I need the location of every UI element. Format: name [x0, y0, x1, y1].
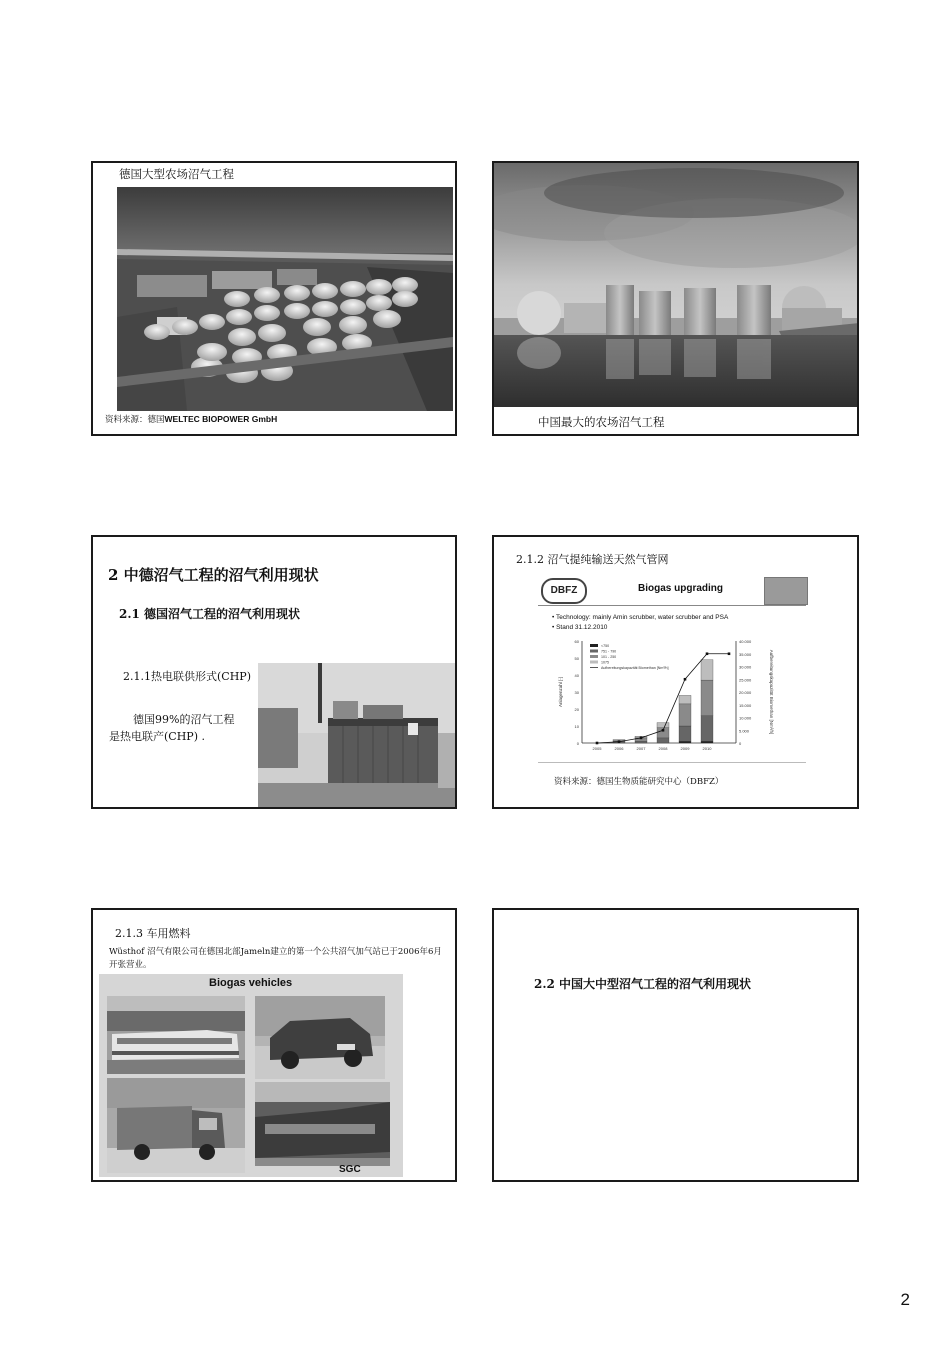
slide-caption: 中国最大的农场沼气工程 — [538, 415, 665, 429]
y-tick-label-right: 0 — [739, 741, 742, 746]
y-tick-label-left: 50 — [574, 656, 579, 661]
bar-segment — [701, 716, 713, 742]
item-heading: 2.1.1热电联供形式(CHP) — [123, 670, 251, 683]
chart-source: 资料来源：德国生物质能研究中心（DBFZ） — [554, 777, 724, 787]
bullet-item: • Stand 31.12.2010 — [552, 624, 608, 631]
train-photo — [107, 996, 245, 1074]
slide-text: Wüsthof 沼气有限公司在德国北部Jameln建立的第一个公共沼气加气站已于2006年6月开张营业。 — [109, 947, 442, 970]
bar-segment — [679, 726, 691, 741]
capacity-point — [706, 652, 709, 655]
legend-label: 751 - 790 — [601, 649, 617, 654]
bar-segment — [679, 741, 691, 743]
legend-swatch — [590, 655, 598, 658]
slide-caption: 德国大型农场沼气工程 — [119, 167, 234, 181]
legend-label: 1075 — [601, 660, 609, 665]
y-tick-label-right: 30.000 — [739, 664, 752, 670]
source-prefix: 资料来源：德国 — [105, 415, 165, 425]
bar-segment — [635, 741, 647, 743]
x-tick-label: 2005 — [592, 746, 602, 751]
source-note — [105, 413, 277, 425]
slide-6 — [492, 908, 859, 1182]
slide-1 — [91, 161, 457, 436]
divider — [538, 605, 806, 606]
legend-label: Aufbereitungskapazität Biomethan [Nm³/h] — [601, 666, 669, 670]
y-tick-label-left: 60 — [574, 639, 579, 644]
slide-title: 2 中德沼气工程的沼气利用现状 — [108, 566, 319, 584]
y-tick-label-right: 25.000 — [739, 677, 752, 683]
garbage-truck-photo — [107, 1078, 245, 1173]
sgc-logo: SGC — [339, 1164, 361, 1175]
y-tick-label-left: 10 — [574, 724, 579, 729]
bar-segment — [679, 695, 691, 704]
y-axis-label-right: Aufbereitungskapazität Biomethan [Nm³/h] — [769, 649, 774, 735]
capacity-point — [640, 737, 643, 740]
capacity-point — [596, 742, 599, 745]
china-biogas-plant-photo — [494, 163, 859, 407]
x-tick-label: 2010 — [702, 746, 712, 751]
bar-segment — [701, 741, 713, 743]
y-tick-label-right: 40.000 — [739, 639, 752, 644]
y-tick-label-right: 5.000 — [739, 728, 750, 734]
item-text-line-2: 是热电联产(CHP) . — [109, 730, 205, 743]
item-text-line-1: 德国99%的沼气工程 — [133, 713, 235, 726]
dbfz-logo: DBFZ — [541, 578, 587, 604]
y-tick-label-right: 35.000 — [739, 651, 752, 657]
slide-caption: 2.1.2 沼气提纯输送天然气管网 — [516, 553, 669, 566]
slide-5 — [91, 908, 457, 1182]
buses-photo — [255, 1082, 390, 1166]
car-photo — [255, 996, 385, 1079]
bar-segment — [657, 738, 669, 743]
bar-segment — [701, 660, 713, 680]
source-company: WELTEC BIOPOWER GmbH — [164, 414, 278, 424]
slide-4 — [492, 535, 859, 809]
biogas-upgrading-chart — [552, 635, 782, 755]
bullet-item: • Technology: mainly Amin scrubber, water scrubber and PSA — [552, 614, 729, 621]
capacity-point — [662, 729, 665, 732]
y-tick-label-right: 10.000 — [739, 715, 752, 721]
y-tick-label-left: 0 — [576, 741, 579, 746]
legend-swatch — [590, 661, 598, 664]
page-number: 2 — [900, 1290, 910, 1309]
chart-inner-title: Biogas upgrading — [638, 583, 723, 594]
legend-swatch — [590, 650, 598, 653]
footer-divider — [538, 762, 806, 763]
y-tick-label-left: 40 — [574, 673, 579, 678]
x-tick-label: 2006 — [614, 746, 624, 751]
bar-segment — [657, 723, 669, 728]
aerial-biogas-plant-photo — [117, 187, 453, 411]
legend-label: 101 - 250 — [601, 655, 617, 659]
slide-2 — [492, 161, 859, 436]
y-axis-label: Anlagenzahl [-] — [558, 676, 563, 708]
bar-segment — [701, 680, 713, 716]
x-tick-label: 2009 — [680, 746, 690, 751]
item-text — [109, 711, 234, 745]
slide-subtitle: 2.1 德国沼气工程的沼气利用现状 — [119, 607, 301, 621]
bar-segment — [679, 704, 691, 726]
x-tick-label: 2007 — [636, 746, 646, 751]
slide-3 — [91, 535, 457, 809]
slide-title: 2.2 中国大中型沼气工程的沼气利用现状 — [534, 977, 752, 991]
y-tick-label-right: 15.000 — [739, 702, 752, 708]
capacity-point — [618, 740, 621, 743]
capacity-point — [684, 678, 687, 681]
chp-unit-photo — [258, 663, 455, 809]
y-tick-label-left: 20 — [574, 707, 579, 712]
y-tick-label-right: 20.000 — [739, 690, 752, 695]
legend-label: <750 — [601, 644, 610, 648]
vehicles-panel — [99, 974, 403, 1177]
x-tick-label: 2008 — [658, 746, 668, 751]
thumbnail-photo — [764, 577, 808, 605]
vehicles-title: Biogas vehicles — [209, 977, 293, 989]
y-tick-label-left: 30 — [574, 690, 579, 695]
legend-swatch — [590, 644, 598, 647]
bullet-list — [552, 613, 728, 633]
capacity-point — [728, 652, 731, 655]
slide-caption: 2.1.3 车用燃料 — [115, 927, 191, 940]
